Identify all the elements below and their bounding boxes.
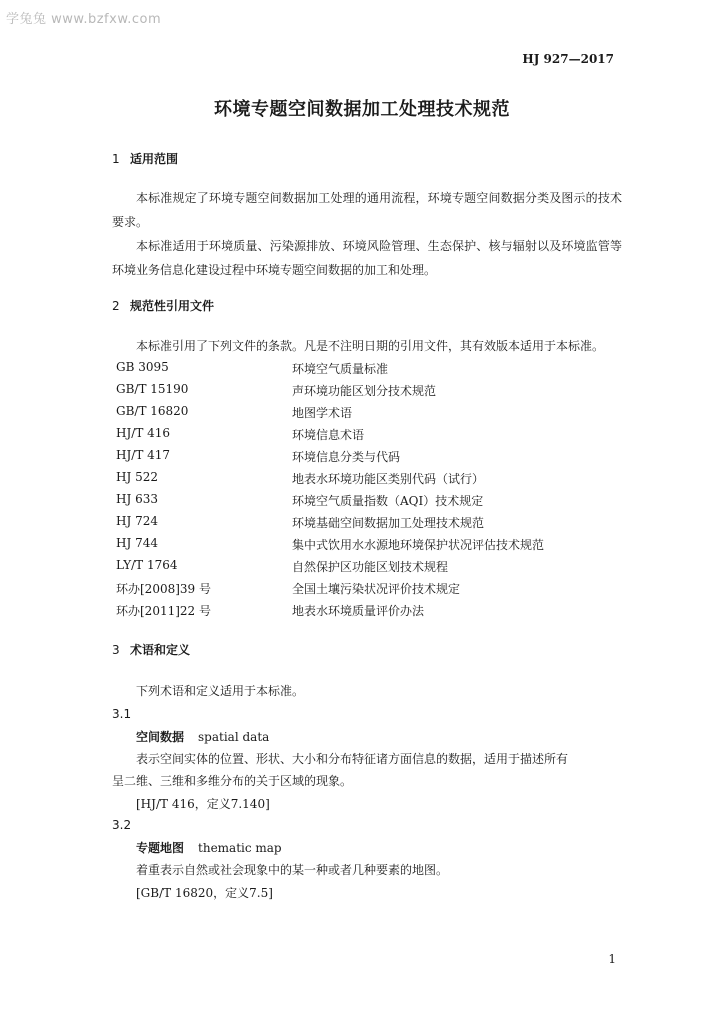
section-number: 3 (112, 643, 120, 657)
standard-number: HJ 927—2017 (522, 52, 614, 66)
term-number: 3.2 (112, 818, 132, 832)
term-english: thematic map (198, 841, 282, 855)
section-number: 1 (112, 152, 120, 166)
reference-code: 环办[2011]22 号 (116, 604, 211, 618)
reference-title: 集中式饮用水水源地环境保护状况评估技术规范 (292, 538, 545, 552)
reference-title: 环境信息分类与代码 (292, 450, 401, 464)
section-number: 2 (112, 299, 120, 313)
reference-title: 环境空气质量指数（AQI）技术规定 (292, 494, 484, 508)
term-english: spatial data (198, 730, 270, 744)
reference-title: 声环境功能区划分技术规范 (292, 384, 437, 398)
section-3-heading (112, 641, 190, 658)
term-definition: 表示空间实体的位置、形状、大小和分布特征诸方面信息的数据，适用于描述所有 (136, 752, 569, 766)
section-2-heading (112, 297, 214, 314)
reference-title: 地表水环境功能区类别代码（试行） (292, 472, 485, 486)
reference-code: HJ 724 (116, 514, 158, 528)
section-title: 适用范围 (130, 152, 179, 166)
reference-code: GB 3095 (116, 360, 169, 374)
reference-code: HJ 633 (116, 492, 158, 506)
reference-code: LY/T 1764 (116, 558, 178, 572)
watermark-text: 学兔兔 www.bzfxw.com (6, 12, 162, 27)
reference-code: 环办[2008]39 号 (116, 582, 211, 596)
term-definition: 着重表示自然或社会现象中的某一种或者几种要素的地图。 (136, 863, 449, 877)
reference-code: HJ/T 417 (116, 448, 171, 462)
reference-title: 自然保护区功能区划技术规程 (292, 560, 449, 574)
document-title: 环境专题空间数据加工处理技术规范 (214, 99, 510, 120)
section-title: 规范性引用文件 (130, 299, 215, 313)
reference-code: GB/T 16820 (116, 404, 189, 418)
reference-title: 环境信息术语 (292, 428, 365, 442)
reference-code: HJ/T 416 (116, 426, 171, 440)
term-chinese: 专题地图 (136, 841, 185, 855)
reference-title: 地图学术语 (292, 406, 353, 420)
term-heading (136, 728, 269, 745)
section-3-intro: 下列术语和定义适用于本标准。 (136, 684, 305, 698)
reference-code: HJ 522 (116, 470, 158, 484)
section-title: 术语和定义 (130, 643, 191, 657)
page-number: 1 (608, 952, 616, 966)
term-source: [HJ/T 416，定义7.140] (136, 797, 270, 811)
section-1-paragraph-1: 本标准规定了环境专题空间数据加工处理的通用流程，环境专题空间数据分类及图示的技术要求。 (112, 191, 622, 229)
reference-title: 地表水环境质量评价办法 (292, 604, 425, 618)
term-heading (136, 839, 282, 856)
reference-title: 环境基础空间数据加工处理技术规范 (292, 516, 485, 530)
term-number: 3.1 (112, 707, 132, 721)
section-2-intro: 本标准引用了下列文件的条款。凡是不注明日期的引用文件，其有效版本适用于本标准。 (136, 339, 605, 353)
reference-title: 环境空气质量标准 (292, 362, 389, 376)
term-source: [GB/T 16820，定义7.5] (136, 886, 273, 900)
term-chinese: 空间数据 (136, 730, 185, 744)
reference-title: 全国土壤污染状况评价技术规定 (292, 582, 461, 596)
section-1-paragraph-2: 本标准适用于环境质量、污染源排放、环境风险管理、生态保护、核与辐射以及环境监管等环境业务信息化建设过程中环境专题空间数据的加工和处理。 (112, 239, 622, 277)
reference-code: GB/T 15190 (116, 382, 189, 396)
section-1-heading (112, 150, 178, 167)
reference-code: HJ 744 (116, 536, 158, 550)
term-definition-continued: 呈二维、三维和多维分布的关于区域的现象。 (112, 774, 353, 788)
